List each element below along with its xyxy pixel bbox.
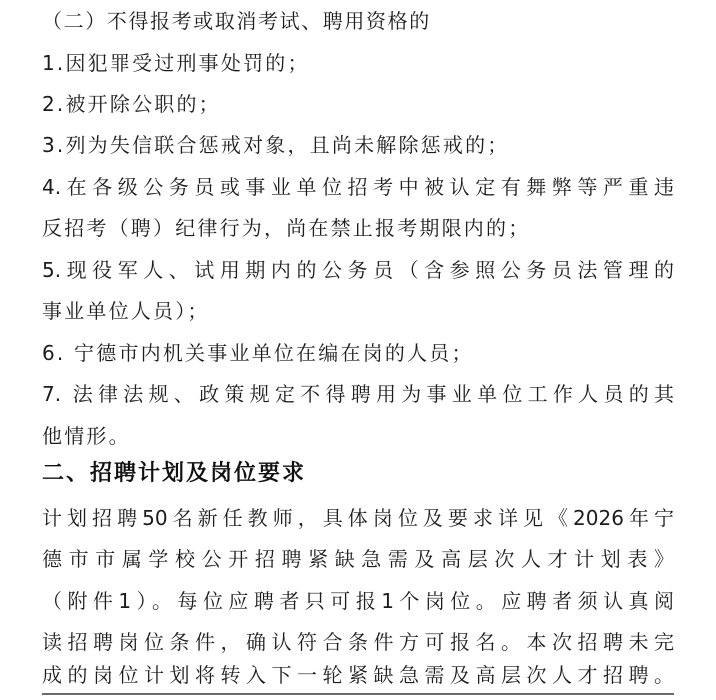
- section-heading: 二、招聘计划及岗位要求: [42, 461, 307, 486]
- list-item-4-line-1: 4.在各级公务员或事业单位招考中被认定有舞弊等严重违: [42, 175, 674, 199]
- paragraph-line-1: 计划招聘50名新任教师，具体岗位及要求详见《2026年宁: [42, 506, 674, 530]
- list-item-5-line-2: 事业单位人员）；: [42, 299, 210, 323]
- list-item-7-line-2: 他情形。: [42, 424, 131, 448]
- list-item-1: 1.因犯罪受过刑事处罚的；: [42, 51, 310, 75]
- list-item-6: 6. 宁德市内机关事业单位在编在岗的人员；: [42, 341, 474, 365]
- subsection-title: （二）不得报考或取消考试、聘用资格的: [42, 9, 431, 33]
- list-item-3: 3.列为失信联合惩戒对象，且尚未解除惩戒的；: [42, 133, 510, 157]
- paragraph-line-5: 成的岗位计划将转入下一轮紧缺急需及高层次人才招聘。: [42, 663, 674, 687]
- list-item-7-line-1: 7. 法律法规、政策规定不得聘用为事业单位工作人员的其: [42, 382, 674, 406]
- list-item-5-line-1: 5.现役军人、试用期内的公务员（含参照公务员法管理的: [42, 258, 674, 282]
- paragraph-line-3: （附件1）。每位应聘者只可报1个岗位。应聘者须认真阅: [42, 589, 674, 613]
- list-item-2: 2.被开除公职的；: [42, 92, 221, 116]
- paragraph-line-4: 读招聘岗位条件，确认符合条件方可报名。本次招聘未完: [42, 630, 674, 654]
- table-top-border: [42, 693, 674, 695]
- paragraph-line-2: 德市市属学校公开招聘紧缺急需及高层次人才计划表》: [42, 547, 674, 571]
- list-item-4-line-2: 反招考（聘）纪律行为，尚在禁止报考期限内的；: [42, 216, 531, 240]
